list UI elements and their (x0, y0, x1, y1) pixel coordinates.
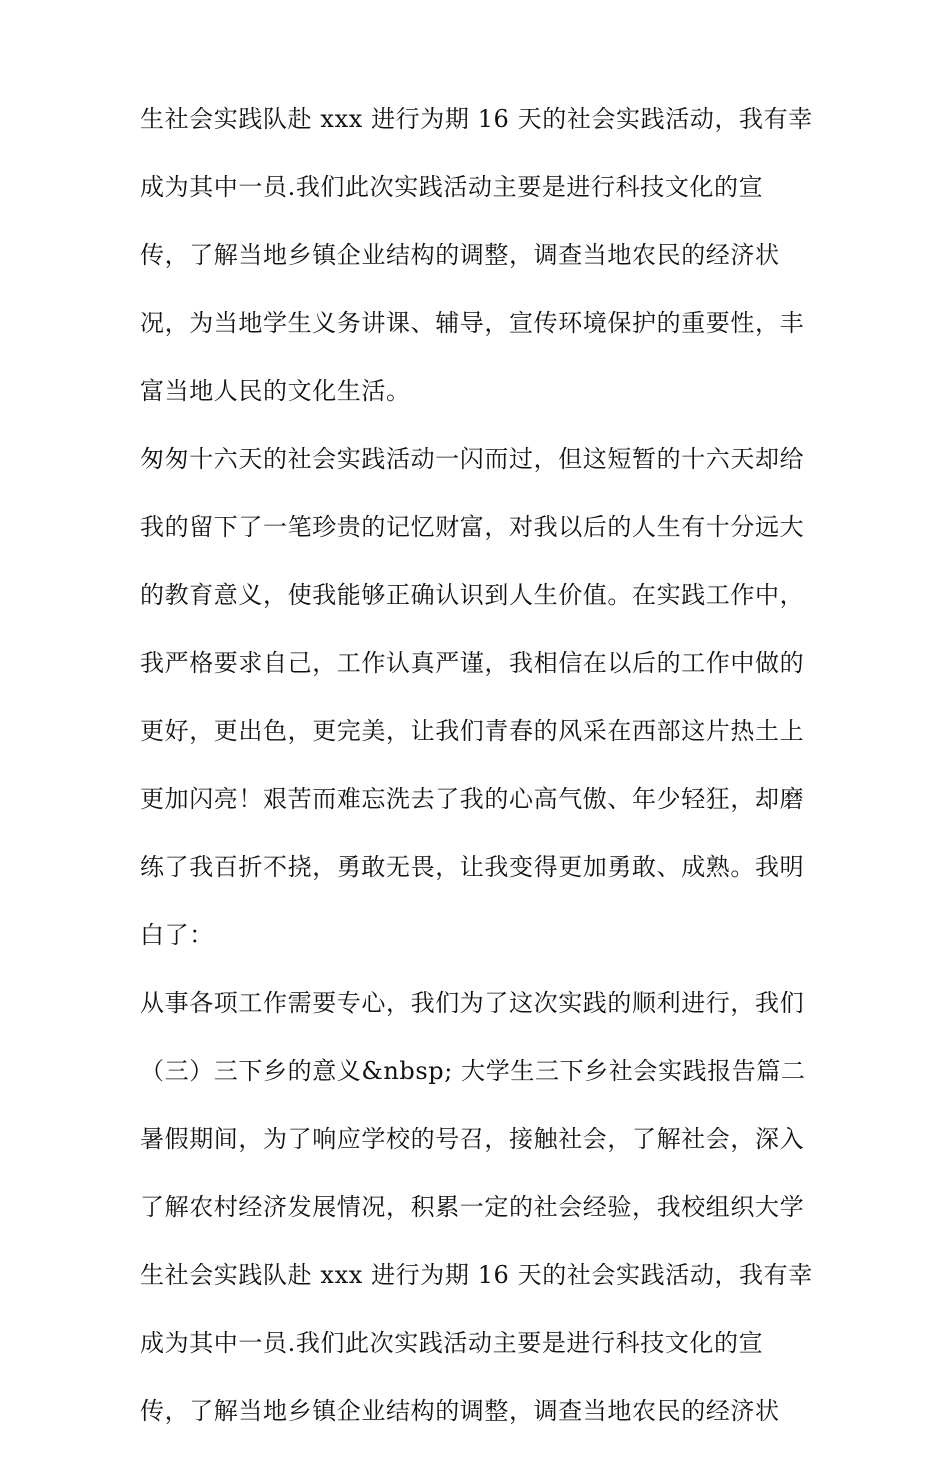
document-body (140, 106, 830, 1466)
text-line: 传，了解当地乡镇企业结构的调整，调查当地农民的经济状 (140, 1397, 780, 1425)
text-line: 富当地人民的文化生活。 (140, 377, 411, 405)
text-line: 练了我百折不挠，勇敢无畏，让我变得更加勇敢、成熟。我明 (140, 853, 805, 881)
text-line: 的教育意义，使我能够正确认识到人生价值。在实践工作中， (140, 581, 805, 609)
text-line: 我严格要求自己，工作认真严谨，我相信在以后的工作中做的 (140, 649, 805, 677)
text-line: 暑假期间，为了响应学校的号召，接触社会，了解社会，深入 (140, 1125, 805, 1153)
text-line: 从事各项工作需要专心，我们为了这次实践的顺利进行，我们 (140, 989, 805, 1017)
text-line: 传，了解当地乡镇企业结构的调整，调查当地农民的经济状 (140, 241, 780, 269)
text-line: 了解农村经济发展情况，积累一定的社会经验，我校组织大学 (140, 1193, 805, 1221)
text-line: 生社会实践队赴 xxx 进行为期 16 天的社会实践活动，我有幸 (140, 1261, 813, 1289)
text-line: 成为其中一员.我们此次实践活动主要是进行科技文化的宣 (140, 173, 764, 201)
text-line: 匆匆十六天的社会实践活动一闪而过，但这短暂的十六天却给 (140, 445, 805, 473)
text-line: 更加闪亮！艰苦而难忘洗去了我的心高气傲、年少轻狂，却磨 (140, 785, 805, 813)
text-line: 生社会实践队赴 xxx 进行为期 16 天的社会实践活动，我有幸 (140, 105, 813, 133)
text-line: 况，为当地学生义务讲课、辅导，宣传环境保护的重要性，丰 (140, 309, 805, 337)
text-line: （三）三下乡的意义&nbsp; 大学生三下乡社会实践报告篇二 (140, 1057, 806, 1085)
text-line: 我的留下了一笔珍贵的记忆财富，对我以后的人生有十分远大 (140, 513, 805, 541)
text-line: 更好，更出色，更完美，让我们青春的风采在西部这片热土上 (140, 717, 805, 745)
text-line: 白了： (140, 921, 214, 949)
text-line: 成为其中一员.我们此次实践活动主要是进行科技文化的宣 (140, 1329, 764, 1357)
